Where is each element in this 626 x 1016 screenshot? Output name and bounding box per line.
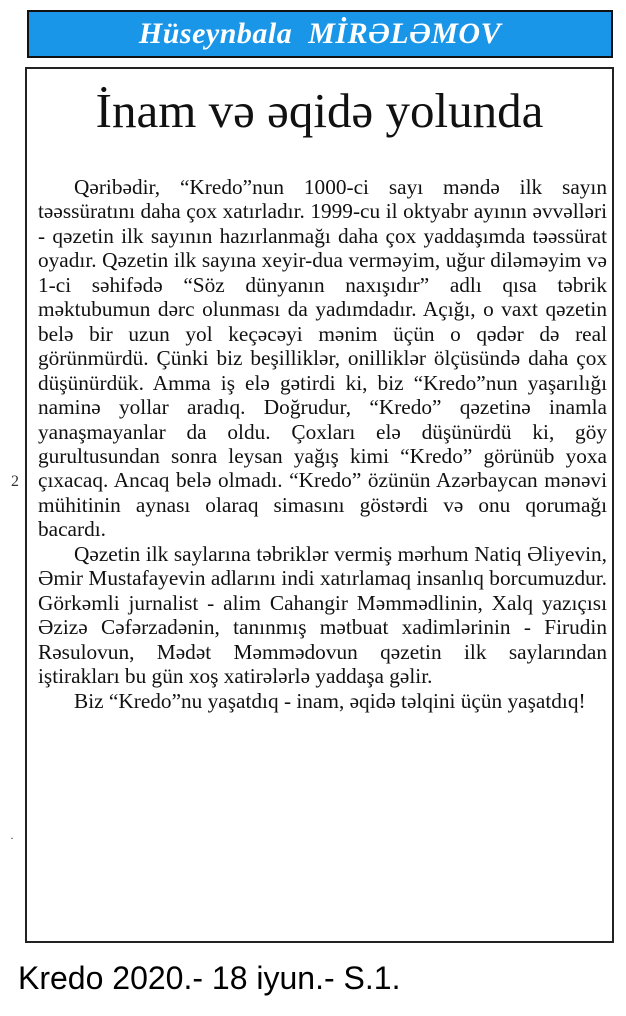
author-banner (27, 10, 613, 58)
source-citation: Kredo 2020.- 18 iyun.- S.1. (18, 960, 401, 996)
article-paragraph: Qəribədir, “Kredo”nun 1000-ci sayı məndə ilk sayın təəssüratını daha çox xatırladır. 1999-cu il oktyabr ayının əvvəlləri - qəzetin ilk sayının hazırlanmağı daha çox yaddaşımda təəssürat oyadır. Qəzetin ilk sayına xeyir-dua verməyim, uğur diləməyim və 1-ci səhifədə “Söz dünyanın naxışıdır” adlı qısa təbrik məktubumun dərc olunması da yadımdadır. Açığı, o vaxt qəzetin belə bir uzun yol keçəcəyi mənim üçün o qədər də real görünmürdü. Çünki biz beşilliklər, onilliklər ölçüsündə daha çox düşünürdük. Amma iş elə gətirdi ki, biz “Kredo”nun yaşarılığı naminə yollar aradıq. Doğrudur, “Kredo” qəzetinə inamla yanaşmayanlar da oldu. Çoxları elə düşünürdü ki, göy gurultusundan sonra leysan yağış kimi “Kredo” görünüb yoxa çıxacaq. Ancaq belə olmadı. “Kredo” özünün Azərbaycan mənəvi mühitinin aynası olaraq simasını göstərdi və onu qorumağı bacardı. (38, 175, 607, 542)
article-paragraph: Biz “Kredo”nu yaşatdıq - inam, əqidə təlqini üçün yaşatdıq! (74, 688, 586, 713)
article-title: İnam və əqidə yolunda (95, 83, 544, 138)
article-body (38, 175, 607, 713)
margin-mark: 2 (11, 473, 19, 490)
article-box (25, 67, 614, 943)
article-paragraph: Qəzetin ilk saylarına təbriklər vermiş mərhum Natiq Əliyevin, Əmir Mustafayevin adlarını indi xatırlamaq insanlıq borcumuzdur. Görkəmli jurnalist - alim Cahangir Məmmədlinin, Xalq yazıçısı Əzizə Cəfərzadənin, tanınmış mətbuat xadimlərinin - Firudin Rəsulovun, Mədət Məmmədovun qəzetin ilk saylarından iştirakları bu gün xoş xatirələrlə yaddaşa gəlir. (38, 541, 607, 689)
margin-mark: · (10, 831, 14, 845)
author-name: Hüseynbala MİRƏLƏMOV (138, 17, 502, 50)
